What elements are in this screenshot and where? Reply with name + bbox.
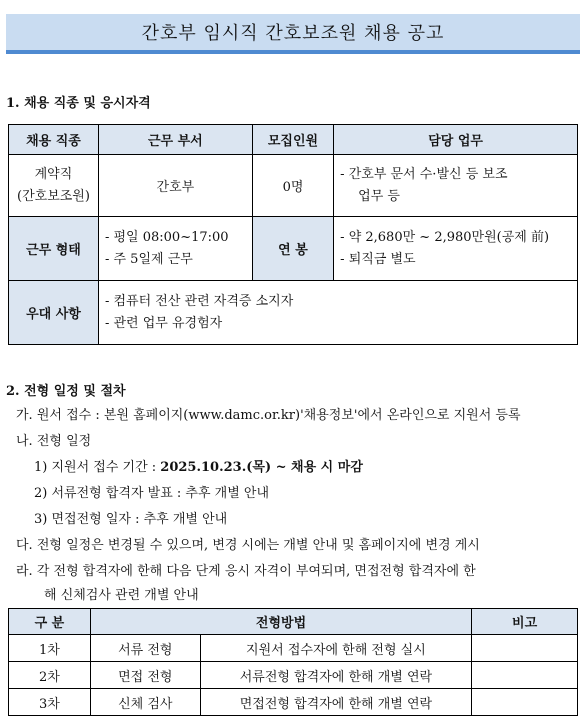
stage-cell: 3차 <box>9 689 91 716</box>
header-method: 전형방법 <box>90 609 471 635</box>
process-table-header <box>9 609 578 635</box>
table-row <box>9 689 578 716</box>
work-cell <box>98 217 252 281</box>
note-cell <box>472 662 578 689</box>
method-cell: 신체 검사 <box>90 689 200 716</box>
schedule-1 <box>34 456 363 475</box>
table-row <box>9 217 578 281</box>
table-row <box>9 662 578 689</box>
work-line: - 평일 08:00~17:00 <box>104 229 229 245</box>
duty-line: - 간호부 문서 수·발신 등 보조 <box>340 166 508 182</box>
salary-line: - 퇴직금 별도 <box>340 251 416 267</box>
detail-cell: 지원서 접수자에 한해 전형 실시 <box>200 635 471 662</box>
method-cell: 서류 전형 <box>90 635 200 662</box>
item-ga: 가. 원서 접수 : 본원 홈페이지(www.damc.or.kr)'채용정보'에서 온라인으로 지원서 등록 <box>16 408 521 423</box>
job-table <box>8 124 578 345</box>
salary-label: 연 봉 <box>252 217 333 281</box>
section2-heading: 2. 전형 일정 및 절차 <box>6 384 126 399</box>
table-row <box>9 281 578 345</box>
job-line: (간호보조원) <box>17 188 90 204</box>
job-line: 계약직 <box>34 166 73 182</box>
detail-cell: 면접전형 합격자에 한해 개별 연락 <box>200 689 471 716</box>
stage-cell: 1차 <box>9 635 91 662</box>
item-ra: 라. 각 전형 합격자에 한해 다음 단계 응시 자격이 부여되며, 면접전형 합격자에 한 <box>16 564 476 579</box>
count-cell: 0명 <box>252 155 333 217</box>
header-note: 비고 <box>472 609 578 635</box>
schedule-3: 3) 면접전형 일자 : 추후 개별 안내 <box>34 512 228 527</box>
item-ra-cont: 해 신체검사 관련 개별 안내 <box>44 588 199 603</box>
pref-label: 우대 사항 <box>9 281 99 345</box>
pref-cell <box>98 281 577 345</box>
pref-line: - 관련 업무 유경험자 <box>104 315 223 331</box>
duty-cell <box>334 155 578 217</box>
duty-line: 업무 등 <box>358 188 400 204</box>
process-table <box>8 608 578 716</box>
method-cell: 면접 전형 <box>90 662 200 689</box>
page-title: 간호부 임시직 간호보조원 채용 공고 <box>141 23 445 44</box>
header-duty: 담당 업무 <box>334 125 578 155</box>
schedule-2: 2) 서류전형 합격자 발표 : 추후 개별 안내 <box>34 486 270 501</box>
stage-cell: 2차 <box>9 662 91 689</box>
table-row <box>9 635 578 662</box>
header-dept: 근무 부서 <box>98 125 252 155</box>
item-na: 나. 전형 일정 <box>16 434 92 449</box>
work-label: 근무 형태 <box>9 217 99 281</box>
schedule-1-label: 1) 지원서 접수 기간 : <box>34 460 161 475</box>
header-job: 채용 직종 <box>9 125 99 155</box>
dept-cell: 간호부 <box>98 155 252 217</box>
job-cell <box>9 155 99 217</box>
schedule-1-date: 2025.10.23.(목) ~ 채용 시 마감 <box>160 460 363 475</box>
item-da: 다. 전형 일정은 변경될 수 있으며, 변경 시에는 개별 안내 및 홈페이지에 변경 게시 <box>16 538 480 553</box>
salary-line: - 약 2,680만 ~ 2,980만원(공제 前) <box>340 229 550 245</box>
header-count: 모집인원 <box>252 125 333 155</box>
salary-cell <box>334 217 578 281</box>
note-cell <box>472 689 578 716</box>
title-banner <box>6 14 580 54</box>
note-cell <box>472 635 578 662</box>
job-table-header <box>9 125 578 155</box>
header-stage: 구 분 <box>9 609 91 635</box>
pref-line: - 컴퓨터 전산 관련 자격증 소지자 <box>104 293 294 309</box>
work-line: - 주 5일제 근무 <box>104 251 193 267</box>
table-row <box>9 155 578 217</box>
detail-cell: 서류전형 합격자에 한해 개별 연락 <box>200 662 471 689</box>
section1-heading: 1. 채용 직종 및 응시자격 <box>6 96 151 111</box>
